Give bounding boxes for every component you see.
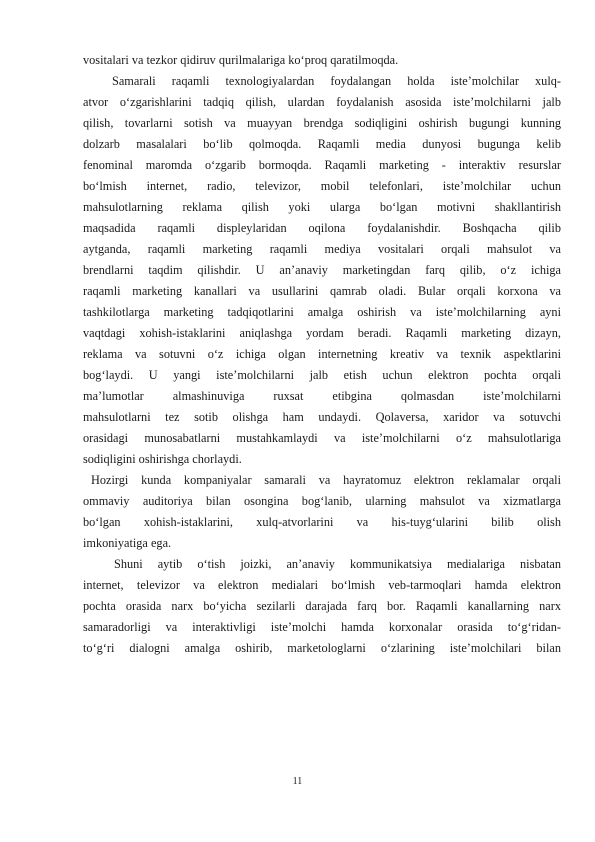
text-line: internet, televizor va elektron medialari bo‘lmish veb-tarmoqlari hamda elektron [83,578,561,592]
text-line: bo‘lmish internet, radio, televizor, mobil telefonlari, iste’molchilar uchun [83,179,561,193]
text-line: maqsadida raqamli displeylaridan oqilona foydalanishdir. Boshqacha qilib [83,221,561,235]
text-line: brendlarni taqdim qilishdir. U an’anaviy marketingdan farq qilib, o‘z ichiga [83,263,561,277]
text-line: qilish, tovarlarni sotish va muayyan brendga sodiqligini oshirish bugungi kunning [83,116,561,130]
text-line: samaradorligi va interaktivligi iste’molchi hamda korxonalar orasida to‘g‘ridan- [83,620,561,634]
text-line: Samarali raqamli texnologiyalardan foydalangan holda iste’molchilar xulq- [112,74,561,88]
text-line: fenominal maromda o‘zgarib bormoqda. Raqamli marketing - interaktiv resurslar [83,158,561,172]
text-line: to‘g‘ri dialogni amalga oshirib, marketologlarni o‘zlarining iste’molchilari bilan [83,641,561,655]
text-line: aytganda, raqamli marketing raqamli mediya vositalari orqali mahsulot va [83,242,561,256]
text-line: imkoniyatiga ega. [83,536,172,550]
text-line: raqamli marketing kanallari va usullarini qamrab oladi. Bular orqali korxona va [83,284,561,298]
text-line: reklama va sotuvni o‘z ichiga olgan internetning kreativ va texnik aspektlarini [83,347,561,361]
text-line: atvor o‘zgarishlarini tadqiq qilish, ulardan foydalanish asosida iste’molchilarni jalb [83,95,561,109]
text-line: vaqtdagi xohish-istaklarini aniqlashga yordam beradi. Raqamli marketing dizayn, [83,326,561,340]
text-line: sodiqligini oshirishga chorlaydi. [83,452,242,466]
text-line: mahsulotlarni tez sotib olishga ham undaydi. Qolaversa, xaridor va sotuvchi [83,410,561,424]
text-line: Shuni aytib o‘tish joizki, an’anaviy kommunikatsiya medialariga nisbatan [114,557,561,571]
text-line: orasidagi munosabatlarni mustahkamlaydi va iste’molchilarni o‘z mahsulotlariga [83,431,561,445]
text-line: Hozirgi kunda kompaniyalar samarali va hayratomuz elektron reklamalar orqali [91,473,561,487]
text-line: pochta orasida narx bo‘yicha sezilarli darajada farq bor. Raqamli kanallarning narx [83,599,561,613]
text-line: mahsulotlarning reklama qilish yoki ularga bo‘lgan motivni shakllantirish [83,200,561,214]
text-line: vositalari va tezkor qidiruv qurilmalariga ko‘proq qaratilmoqda. [83,53,399,67]
page-number: 11 [292,776,303,787]
text-line: bog‘laydi. U yangi iste’molchilarni jalb etish uchun elektron pochta orqali [83,368,561,382]
text-line: bo‘lgan xohish-istaklarini, xulq-atvorlarini va his-tuyg‘ularini bilib olish [83,515,561,529]
document-body [83,50,561,659]
text-line: ma’lumotlar almashinuviga ruxsat etibgina qolmasdan iste’molchilarni [83,389,561,403]
text-line: tashkilotlarga marketing tadqiqotlarini amalga oshirish va iste’molchilarning ayni [83,305,561,319]
text-line: ommaviy auditoriya bilan osongina bog‘lanib, ularning mahsulot va xizmatlarga [83,494,561,508]
text-line: dolzarb masalalari bo‘lib qolmoqda. Raqamli media dunyosi bugunga kelib [83,137,561,151]
